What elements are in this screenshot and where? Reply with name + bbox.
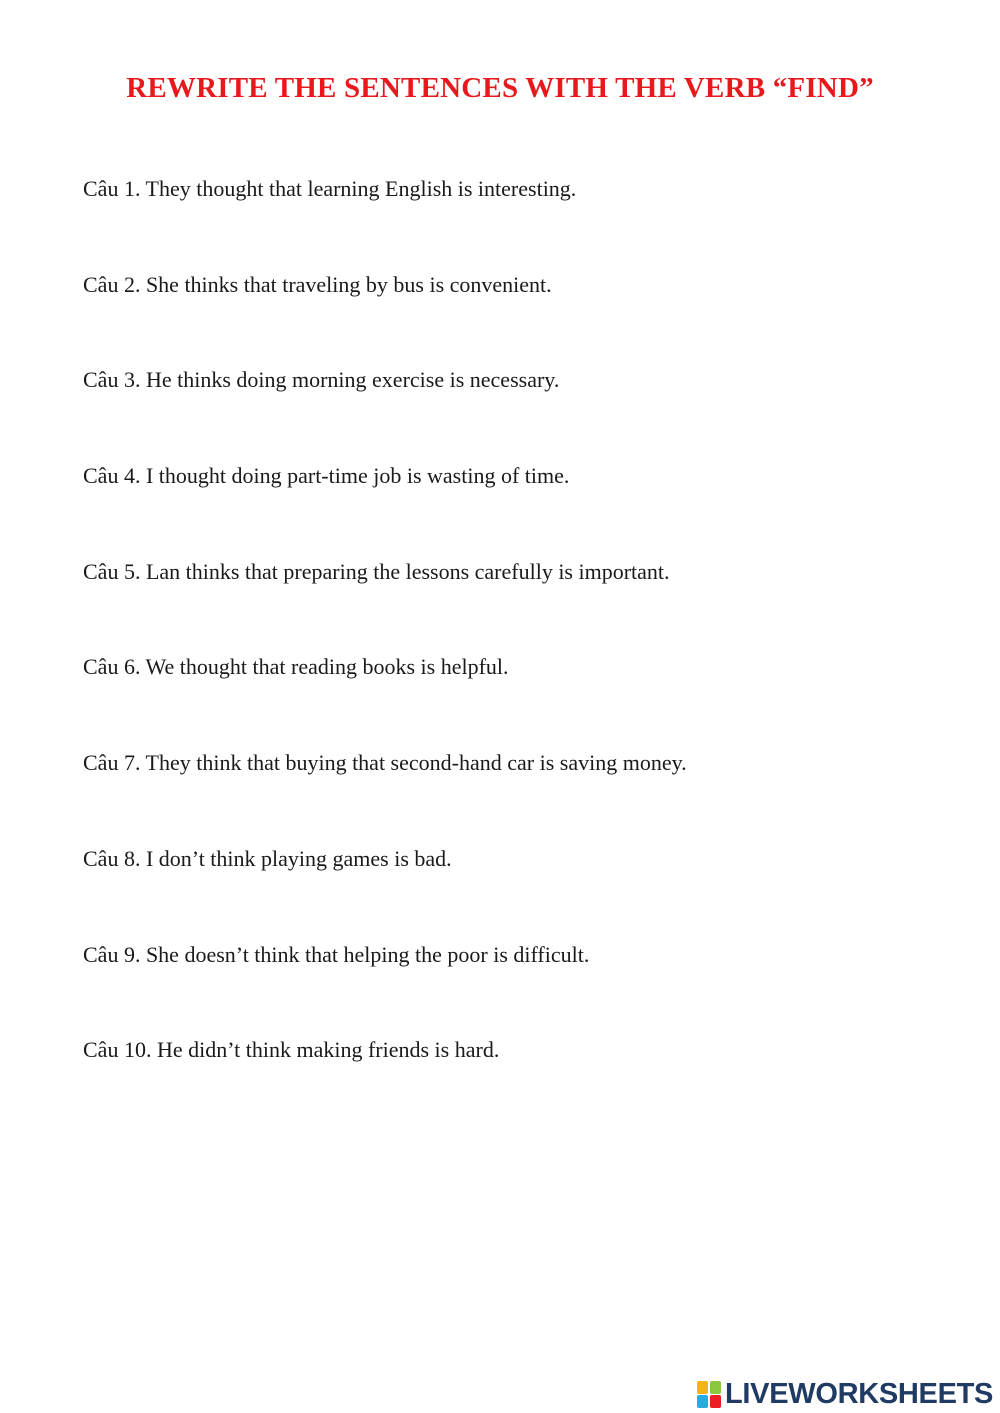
question-1: Câu 1. They thought that learning English is interesting. — [83, 176, 577, 201]
question-3: Câu 3. He thinks doing morning exercise is necessary. — [83, 367, 560, 393]
question-8: Câu 8. I don’t think playing games is bad. — [83, 845, 452, 871]
question-5: Câu 5. Lan thinks that preparing the lessons carefully is important. — [83, 558, 670, 584]
question-9: Câu 9. She doesn’t think that helping the poor is difficult. — [83, 941, 590, 967]
question-4: Câu 4. I thought doing part-time job is wasting of time. — [83, 463, 570, 489]
question-list — [83, 175, 943, 1132]
question-10: Câu 10. He didn’t think making friends is hard. — [83, 1037, 500, 1063]
mark-square-green — [710, 1381, 721, 1394]
question-2: Câu 2. She thinks that traveling by bus is convenient. — [83, 271, 552, 297]
question-6: Câu 6. We thought that reading books is helpful. — [83, 654, 509, 680]
mark-square-yellow — [697, 1381, 708, 1394]
mark-square-blue — [697, 1395, 708, 1408]
worksheet-title: REWRITE THE SENTENCES WITH THE VERB “FIND” — [126, 72, 874, 104]
liveworksheets-wordmark: LIVEWORKSHEETS — [725, 1378, 994, 1410]
mark-square-red — [710, 1395, 721, 1408]
liveworksheets-mark-icon — [697, 1379, 723, 1409]
liveworksheets-logo — [697, 1376, 993, 1412]
question-7: Câu 7. They think that buying that second-hand car is saving money. — [83, 750, 687, 776]
